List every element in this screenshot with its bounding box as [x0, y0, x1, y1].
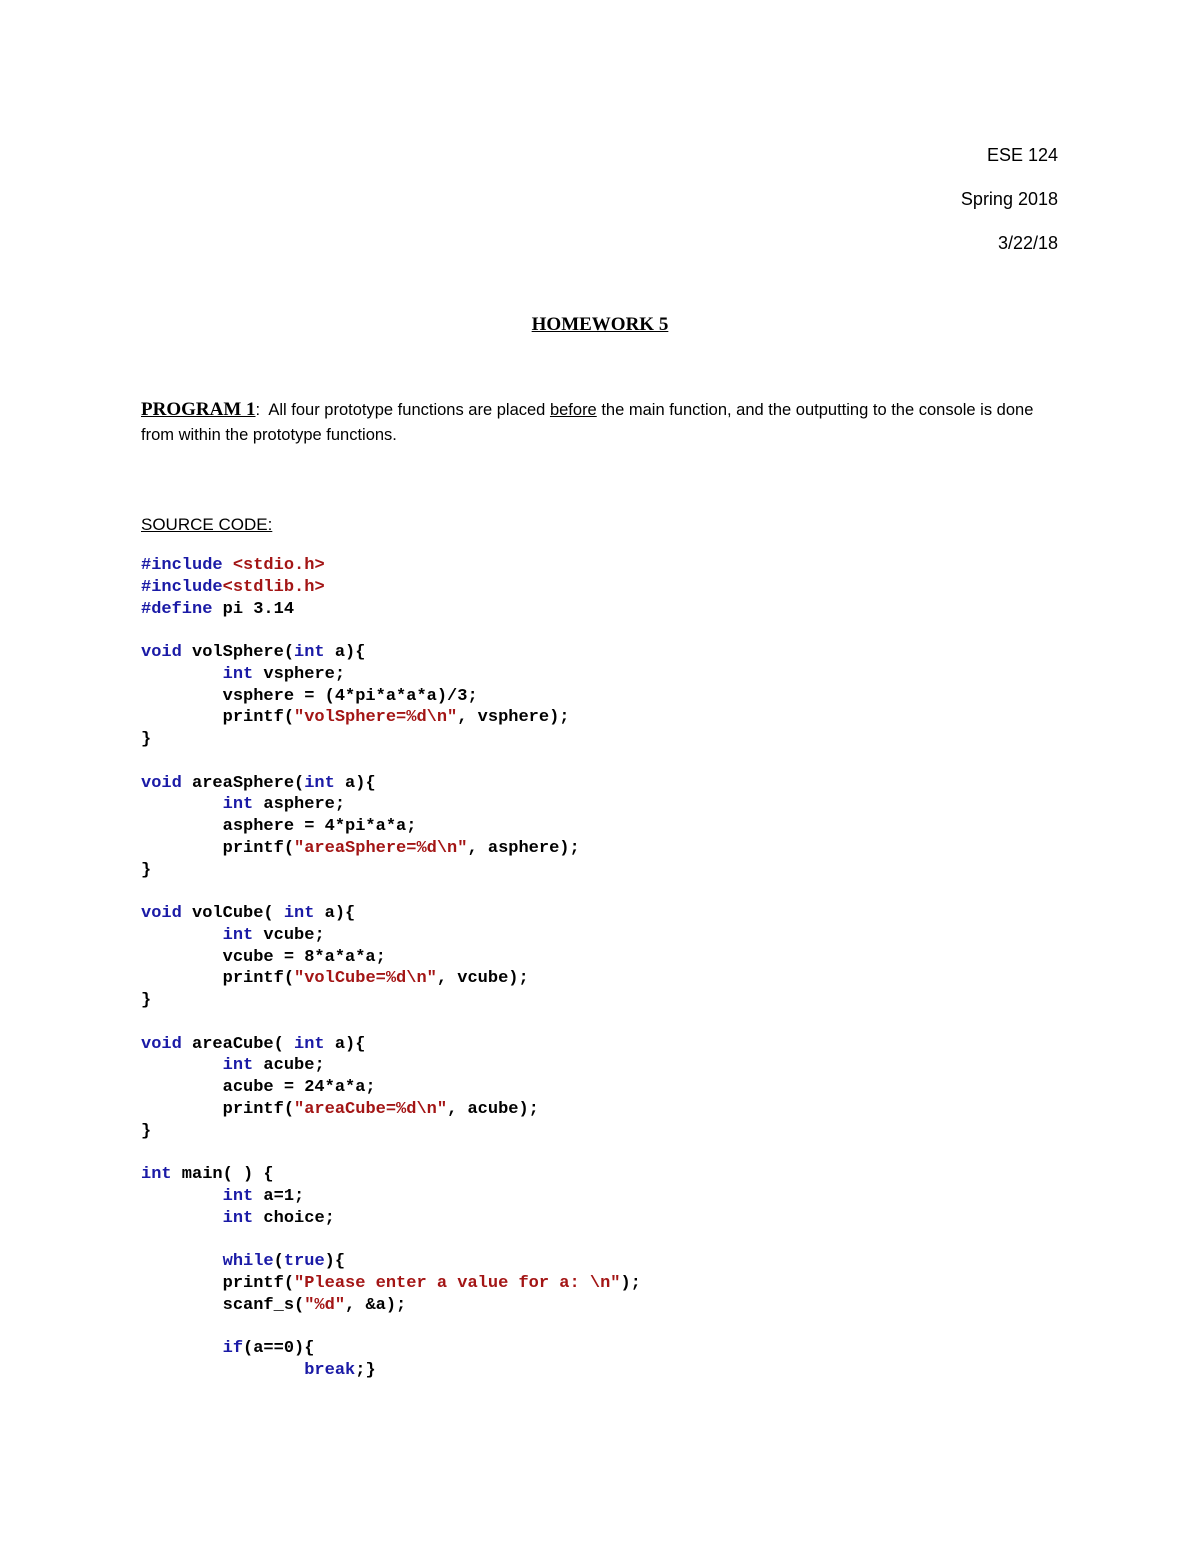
code-string: "volCube=%d\n"	[294, 969, 437, 989]
code-line	[141, 599, 641, 621]
code-line	[141, 773, 641, 795]
code-line	[141, 1251, 641, 1273]
code-keyword: void	[141, 1034, 182, 1054]
code-text: (a==0){	[243, 1339, 315, 1358]
code-keyword: while	[222, 1252, 274, 1271]
code-line	[141, 1229, 641, 1251]
code-text	[141, 795, 223, 814]
code-line	[141, 947, 641, 969]
code-line	[141, 1186, 641, 1208]
code-text	[141, 1209, 223, 1228]
code-keyword: int	[294, 643, 325, 662]
code-text: , &a);	[345, 1295, 407, 1315]
code-text: vcube;	[253, 925, 325, 945]
course-code: ESE 124	[986, 145, 1058, 165]
code-text	[141, 1361, 304, 1380]
code-text: printf(	[141, 1273, 295, 1293]
code-line	[141, 620, 641, 642]
code-keyword: break	[304, 1360, 356, 1380]
code-line	[141, 1077, 641, 1099]
code-text: scanf_s(	[141, 1295, 305, 1315]
code-line	[141, 1273, 641, 1295]
code-keyword: #include	[141, 577, 223, 597]
code-string: <stdio.h>	[232, 556, 325, 575]
code-line	[141, 816, 641, 838]
code-text: volCube(	[181, 904, 284, 923]
code-text: , acube);	[447, 1099, 539, 1119]
code-text	[141, 1056, 223, 1075]
code-line	[141, 729, 641, 751]
code-text: }	[141, 991, 152, 1010]
code-string: "areaCube=%d\n"	[294, 1099, 448, 1119]
code-text: , vsphere);	[457, 708, 570, 728]
code-text: main( ) {	[171, 1165, 274, 1184]
code-line	[141, 1099, 641, 1121]
code-keyword: int	[222, 795, 254, 815]
page-title: HOMEWORK 5	[531, 314, 669, 335]
code-keyword: void	[141, 904, 182, 923]
code-string: "Please enter a value for a: \n"	[294, 1273, 621, 1293]
code-text: vcube = 8*a*a*a;	[141, 947, 386, 967]
code-line	[141, 1121, 641, 1143]
code-keyword: int	[283, 904, 315, 923]
code-keyword: int	[222, 664, 254, 684]
code-text: ;}	[355, 1360, 376, 1380]
code-line	[141, 707, 641, 729]
code-text: printf(	[141, 838, 295, 858]
code-line	[141, 1142, 641, 1164]
code-text: asphere = 4*pi*a*a;	[141, 817, 417, 836]
code-keyword: void	[141, 773, 182, 793]
code-keyword: void	[141, 643, 182, 662]
code-keyword: int	[294, 1034, 325, 1054]
code-line	[141, 860, 641, 882]
code-line	[141, 686, 641, 708]
program-label: PROGRAM 1	[141, 399, 256, 420]
code-keyword: int	[304, 773, 335, 793]
code-line	[141, 1295, 641, 1317]
code-text: a=1;	[253, 1186, 305, 1206]
code-text: a){	[324, 643, 366, 662]
code-line	[141, 1034, 641, 1056]
code-line	[141, 555, 641, 577]
code-string: "%d"	[304, 1295, 346, 1315]
code-line	[141, 642, 641, 664]
code-text: vsphere;	[253, 664, 346, 684]
program-description	[141, 397, 1061, 448]
code-keyword: int	[222, 1186, 254, 1206]
code-text: }	[141, 860, 152, 880]
code-text: }	[141, 730, 152, 749]
code-line	[141, 794, 641, 816]
code-text	[141, 926, 223, 945]
code-keyword: int	[222, 1208, 254, 1228]
code-text: areaSphere(	[181, 773, 305, 793]
code-text: printf(	[141, 969, 295, 989]
code-text: acube;	[253, 1056, 325, 1076]
code-text: acube = 24*a*a;	[141, 1078, 376, 1097]
code-text: a){	[314, 904, 356, 923]
program-label-colon: :	[255, 401, 261, 419]
code-text: }	[141, 1121, 152, 1141]
description-text-after: the main function, and the outputting to the console is done from within the prototype functions.	[141, 401, 1034, 444]
code-line	[141, 903, 641, 925]
code-text: vsphere = (4*pi*a*a*a)/3;	[141, 686, 478, 706]
code-keyword: if	[222, 1339, 244, 1358]
code-text	[141, 1252, 223, 1271]
code-keyword: int	[141, 1165, 172, 1184]
code-keyword: #define	[141, 599, 213, 619]
date: 3/22/18	[997, 233, 1058, 253]
code-line	[141, 1338, 641, 1360]
code-text: , vcube);	[436, 969, 529, 989]
code-text: );	[620, 1273, 641, 1293]
code-line	[141, 990, 641, 1012]
code-text	[141, 1339, 223, 1358]
code-keyword: int	[222, 1056, 254, 1076]
code-string: <stdlib.h>	[222, 577, 325, 597]
code-text: ){	[324, 1252, 346, 1271]
code-keyword: true	[283, 1252, 325, 1271]
code-text: asphere;	[253, 795, 346, 815]
code-keyword: int	[222, 925, 254, 945]
code-text: a){	[334, 773, 376, 793]
description-text-before: All four prototype functions are placed	[260, 401, 550, 419]
code-line	[141, 1208, 641, 1230]
code-string: "volSphere=%d\n"	[294, 708, 458, 728]
code-text: choice;	[253, 1208, 335, 1228]
source-code-heading: SOURCE CODE:	[141, 515, 273, 534]
code-line	[141, 577, 641, 599]
code-text: a){	[324, 1034, 366, 1054]
code-text: areaCube(	[181, 1034, 295, 1054]
code-text: printf(	[141, 708, 295, 728]
description-emphasis: before	[549, 401, 597, 419]
code-text: volSphere(	[181, 643, 295, 662]
code-line	[141, 881, 641, 903]
code-line	[141, 1360, 641, 1382]
code-text	[141, 1187, 223, 1206]
code-string: "areaSphere=%d\n"	[294, 838, 468, 858]
code-keyword: #include	[141, 556, 233, 575]
code-line	[141, 1164, 641, 1186]
term: Spring 2018	[960, 189, 1058, 209]
code-text: printf(	[141, 1099, 295, 1119]
code-line	[141, 1012, 641, 1034]
code-text: (	[273, 1252, 284, 1271]
code-line	[141, 925, 641, 947]
source-code-block	[141, 555, 641, 1382]
code-text: , asphere);	[467, 838, 580, 858]
code-line	[141, 838, 641, 860]
code-text	[141, 665, 223, 684]
code-line	[141, 1055, 641, 1077]
code-line	[141, 1316, 641, 1338]
code-text: pi 3.14	[212, 599, 295, 619]
code-line	[141, 751, 641, 773]
code-line	[141, 664, 641, 686]
code-line	[141, 968, 641, 990]
